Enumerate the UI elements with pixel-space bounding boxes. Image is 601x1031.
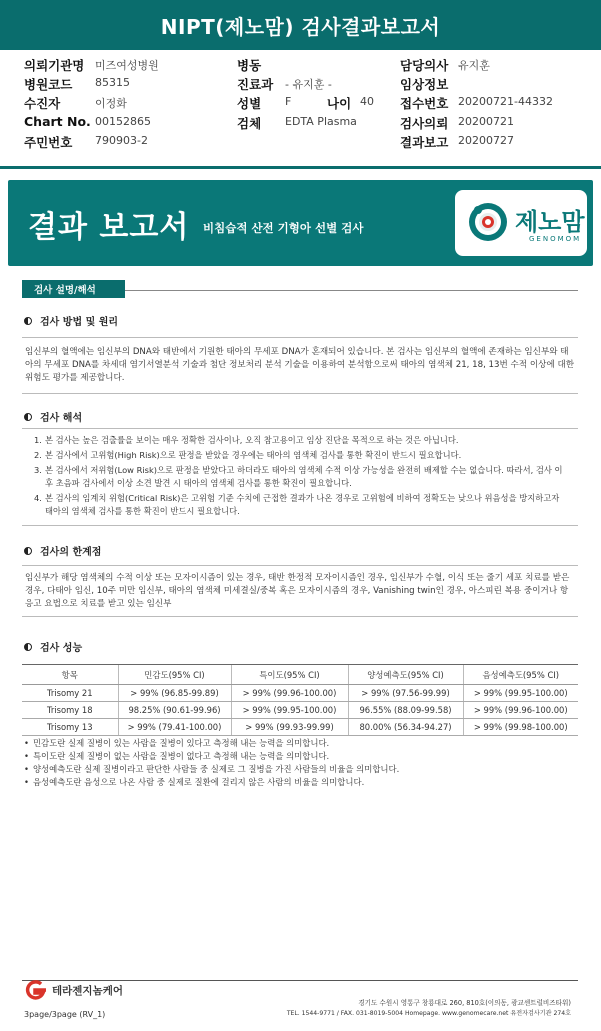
note-text: 민감도란 실제 질병이 있는 사람을 질병이 있다고 측정해 내는 능력을 의미합니다. bbox=[32, 738, 330, 748]
logo-subtext: GENOMOM bbox=[529, 235, 582, 243]
request-value: 20200721 bbox=[458, 115, 514, 128]
item-text: 본 검사에서 고위험(High Risk)으로 판정을 받았을 경우에는 태아의 염색체 검사를 통한 확진이 반드시 필요합니다. bbox=[45, 450, 462, 460]
performance-heading-text: 검사 성능 bbox=[40, 643, 83, 654]
dept-label: 진료과 bbox=[237, 77, 274, 92]
clinical-label: 임상정보 bbox=[400, 77, 449, 92]
table-row bbox=[22, 685, 578, 702]
table-cell: > 99% (97.56-99.99) bbox=[348, 685, 463, 702]
specimen-label: 검체 bbox=[237, 116, 262, 131]
report-date-value: 20200727 bbox=[458, 134, 514, 147]
list-item bbox=[34, 464, 568, 490]
table-cell: > 99% (99.96-100.00) bbox=[231, 685, 348, 702]
half-circle-icon bbox=[24, 547, 32, 555]
limitations-heading bbox=[24, 543, 101, 558]
genomom-logo-icon bbox=[467, 201, 509, 243]
sex-value: F bbox=[285, 95, 292, 108]
item-text: 본 검사에서 저위험(Low Risk)으로 판정을 받았다고 하더라도 태아의 염색체 수적 이상 가능성을 완전히 배제할 수는 없습니다. 따라서, 검사 이후 초음파 검사에서 이상 소견 발견 시 태아의 염색체 검사를 통한 확진이 필요합니다. bbox=[45, 465, 563, 488]
report-date-label: 결과보고 bbox=[400, 135, 449, 150]
note-item bbox=[24, 776, 399, 789]
footer-contact: TEL. 1544-9771 / FAX. 031-8019-5004 Homepage. www.genomecare.net 유전자검사기관 274호 bbox=[286, 1010, 571, 1017]
table-row bbox=[22, 702, 578, 719]
age-label: 나이 bbox=[327, 96, 352, 111]
banner-subtitle: 비침습적 산전 기형아 선별 검사 bbox=[203, 221, 364, 235]
note-item bbox=[24, 750, 399, 763]
hospital-code-label: 병원코드 bbox=[24, 77, 73, 92]
item-number: 1. bbox=[34, 435, 42, 445]
note-text: 양성예측도란 실제 질병이라고 판단한 사람들 중 실제로 그 질병을 가진 사람들의 비율을 의미합니다. bbox=[32, 764, 400, 774]
ssn-label: 주민번호 bbox=[24, 135, 73, 150]
recipient-label: 수진자 bbox=[24, 96, 61, 111]
method-text: 임신부의 혈액에는 임신부의 DNA와 태반에서 기원한 태아의 무세포 DNA가 혼재되어 있습니다. 본 검사는 임신부의 혈액에 존재하는 임신부와 태아의 무세포 DNA를 차세대 염기서열분석 기술과 첨단 정보처리 분석 기술을 이용하여 분석함으로써 태아의 염색체 21, 18, 13번 수적 이상에 대한 위험도 평가를 제공합니다. bbox=[25, 347, 575, 383]
table-cell: > 99% (96.85-99.89) bbox=[118, 685, 231, 702]
table-cell: > 99% (79.41-100.00) bbox=[118, 719, 231, 736]
table-cell: 96.55% (88.09-99.58) bbox=[348, 702, 463, 719]
table-cell: > 99% (99.95-100.00) bbox=[231, 702, 348, 719]
bullet-icon: • bbox=[24, 777, 29, 787]
chart-label: Chart No. bbox=[24, 114, 91, 129]
column-header: 음성예측도(95% CI) bbox=[463, 665, 578, 685]
half-circle-icon bbox=[24, 413, 32, 421]
interpretation-heading bbox=[24, 409, 82, 424]
table-cell: > 99% (99.95-100.00) bbox=[463, 685, 578, 702]
interpretation-heading-text: 검사 해석 bbox=[40, 413, 83, 424]
half-circle-icon bbox=[24, 317, 32, 325]
table-cell: 80.00% (56.34-94.27) bbox=[348, 719, 463, 736]
recipient-value: 이정화 bbox=[95, 97, 127, 110]
table-cell: Trisomy 21 bbox=[22, 685, 118, 702]
bullet-icon: • bbox=[24, 764, 29, 774]
half-circle-icon bbox=[24, 643, 32, 651]
institution-label: 의뢰기관명 bbox=[24, 58, 85, 73]
note-text: 특이도란 실제 질병이 없는 사람을 질병이 없다고 측정해 내는 능력을 의미합니다. bbox=[32, 751, 330, 761]
section-tab bbox=[22, 280, 125, 298]
ward-label: 병동 bbox=[237, 58, 262, 73]
item-number: 3. bbox=[34, 465, 42, 475]
footer-company-logo bbox=[22, 979, 123, 1001]
note-item bbox=[24, 763, 399, 776]
limitations-text: 임신부가 해당 염색체의 수적 이상 또는 모자이시즘이 있는 경우, 태반 한정적 모자이시즘인 경우, 임신부가 수혈, 이식 또는 줄기 세포 치료를 받은 경우, 다태아 임신, 10주 미만 임신부, 태아의 염색체 미세결실/중복 혹은 모자이시즘의 경우, Vanishing twin인 경우, 아스피린 복용 중이거나 항 응고 요법으로 치료를 받고 있는 임신부 bbox=[25, 573, 570, 609]
method-heading-text: 검사 방법 및 원리 bbox=[40, 317, 119, 328]
section-tab-label: 검사 설명/해석 bbox=[34, 285, 96, 296]
patient-info-block bbox=[0, 56, 601, 152]
theragen-logo-icon bbox=[22, 979, 48, 1001]
column-header: 특이도(95% CI) bbox=[231, 665, 348, 685]
report-title-bar bbox=[0, 0, 601, 50]
table-header-row bbox=[22, 665, 578, 685]
performance-table bbox=[22, 664, 578, 736]
header-divider bbox=[0, 166, 601, 169]
limitations-box bbox=[22, 565, 578, 617]
bullet-icon: • bbox=[24, 738, 29, 748]
table-cell: > 99% (99.98-100.00) bbox=[463, 719, 578, 736]
hospital-code-value: 85315 bbox=[95, 76, 130, 89]
item-text: 본 검사는 높은 검출률을 보이는 매우 정확한 검사이나, 오직 참고용이고 임상 진단을 목적으로 하는 것은 아닙니다. bbox=[45, 435, 459, 445]
receipt-label: 접수번호 bbox=[400, 96, 449, 111]
doctor-label: 담당의사 bbox=[400, 58, 449, 73]
specimen-value: EDTA Plasma bbox=[285, 115, 357, 128]
list-item bbox=[34, 449, 568, 462]
institution-value: 미즈여성병원 bbox=[95, 59, 159, 72]
interpretation-box bbox=[22, 428, 578, 526]
note-item bbox=[24, 737, 399, 750]
performance-notes bbox=[24, 737, 399, 789]
banner-title: 결과 보고서 bbox=[28, 210, 190, 245]
table-cell: > 99% (99.96-100.00) bbox=[463, 702, 578, 719]
interpretation-list bbox=[22, 429, 578, 525]
table-row bbox=[22, 719, 578, 736]
age-value: 40 bbox=[360, 95, 374, 108]
performance-heading bbox=[24, 639, 82, 654]
ssn-value: 790903-2 bbox=[95, 134, 148, 147]
table-cell: Trisomy 18 bbox=[22, 702, 118, 719]
list-item bbox=[34, 492, 568, 518]
request-label: 검사의뢰 bbox=[400, 116, 449, 131]
result-banner bbox=[8, 180, 593, 266]
method-box bbox=[22, 337, 578, 394]
dept-value: - 유지훈 - bbox=[285, 78, 332, 91]
limitations-heading-text: 검사의 한계점 bbox=[40, 547, 102, 558]
method-heading bbox=[24, 313, 118, 328]
column-header: 양성예측도(95% CI) bbox=[348, 665, 463, 685]
page-number: 3page/3page (RV_1) bbox=[24, 1010, 106, 1019]
table-cell: Trisomy 13 bbox=[22, 719, 118, 736]
item-number: 4. bbox=[34, 493, 42, 503]
note-text: 음성예측도란 음성으로 나온 사람 중 실제로 질환에 걸리지 않은 사람의 비율을 의미합니다. bbox=[32, 777, 365, 787]
item-number: 2. bbox=[34, 450, 42, 460]
receipt-value: 20200721-44332 bbox=[458, 95, 553, 108]
list-item bbox=[34, 434, 568, 447]
logo-text: 제노맘 bbox=[515, 208, 585, 236]
doctor-value: 유지훈 bbox=[458, 59, 490, 72]
table-cell: > 99% (99.93-99.99) bbox=[231, 719, 348, 736]
column-header: 민감도(95% CI) bbox=[118, 665, 231, 685]
genomom-logo bbox=[455, 190, 587, 256]
table-cell: 98.25% (90.61-99.96) bbox=[118, 702, 231, 719]
chart-value: 00152865 bbox=[95, 115, 151, 128]
footer-address: 경기도 수원시 영통구 창룡대로 260, 810호(이의동, 광교센트럴비즈타워) bbox=[358, 999, 571, 1007]
bullet-icon: • bbox=[24, 751, 29, 761]
column-header: 항목 bbox=[22, 665, 118, 685]
item-text: 본 검사의 임계치 위험(Critical Risk)은 고위험 기준 수치에 근접한 결과가 나온 경우로 고위험에 비하여 정확도는 낮으나 위음성을 방지하고자 태아의 염색체 검사를 통한 확진이 반드시 필요합니다. bbox=[45, 493, 560, 516]
report-title: NIPT(제노맘) 검사결과보고서 bbox=[160, 14, 441, 39]
footer-company-name: 테라젠지놈케어 bbox=[52, 984, 124, 997]
sex-label: 성별 bbox=[237, 96, 262, 111]
